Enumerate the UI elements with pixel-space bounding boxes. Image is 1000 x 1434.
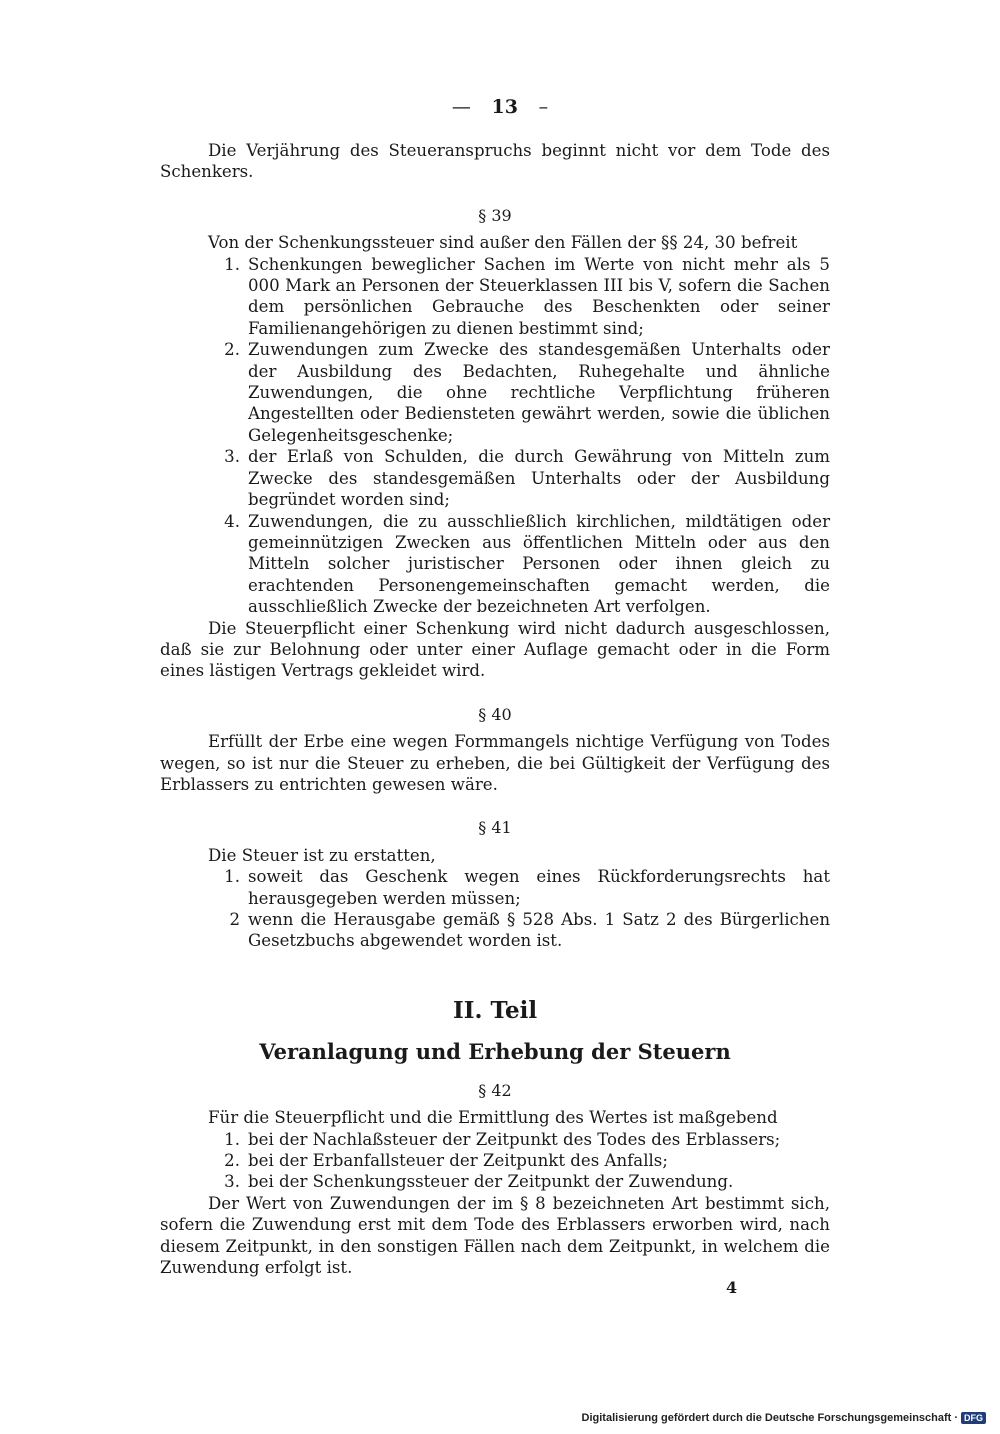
header-dash-left: — <box>451 96 471 118</box>
page-number: 13 <box>491 96 518 118</box>
section-39-list <box>160 254 830 618</box>
dfg-logo-icon: DFG <box>961 1412 986 1424</box>
list-item-text: Zuwendungen zum Zwecke des standesgemäßen Unterhalts oder der Ausbildung des Bedachten, Ruhegehalte und ähnliche Zuwendungen, die ohne rechtliche Verpflichtung früheren Angestellten oder Bediensteten gewährt werden, sowie die üblichen Gelegenheitsgeschenke; <box>248 340 830 445</box>
section-42-list <box>160 1129 830 1193</box>
list-item <box>160 254 830 340</box>
list-item-number: 1. <box>224 1129 240 1149</box>
page-header <box>0 96 1000 118</box>
continuation-paragraph: Die Verjährung des Steueranspruchs beginnt nicht vor dem Tode des Schenkers. <box>160 141 830 182</box>
part-title: II. Teil <box>452 996 538 1024</box>
list-item-number: 3. <box>224 1172 240 1192</box>
list-item-number: 4. <box>224 511 240 531</box>
list-item-number: 2. <box>224 1151 240 1171</box>
list-item-number: 2 <box>229 910 240 929</box>
list-item-text: wenn die Herausgabe gemäß § 528 Abs. 1 Satz 2 des Bürgerlichen Gesetzbuchs abgewendet worden ist. <box>248 910 830 951</box>
signature-mark: 4 <box>726 1278 738 1297</box>
list-item-number: 1. <box>224 254 240 274</box>
part-subtitle: Veranlagung und Erhebung der Steuern <box>259 1038 731 1064</box>
section-41-intro: Die Steuer ist zu erstatten, <box>208 845 436 865</box>
list-item <box>160 1129 830 1150</box>
list-item-text: bei der Schenkungssteuer der Zeitpunkt der Zuwendung. <box>248 1172 734 1192</box>
section-41-list <box>160 866 830 952</box>
footer-separator-icon: · <box>954 1412 958 1424</box>
list-item-text: bei der Nachlaßsteuer der Zeitpunkt des Todes des Erblassers; <box>248 1129 781 1149</box>
header-dash-right: – <box>538 96 549 118</box>
list-item <box>160 909 830 952</box>
section-40-text: Erfüllt der Erbe eine wegen Formmangels nichtige Verfügung von Todes wegen, so ist nur die Steuer zu erheben, die bei Gültigkeit der Verfügung des Erblassers zu entrichten gewesen wäre. <box>160 732 830 794</box>
section-39-intro: Von der Schenkungssteuer sind außer den Fällen der §§ 24, 30 befreit <box>208 233 798 253</box>
list-item-number: 2. <box>224 340 240 360</box>
list-item-number: 3. <box>224 447 240 467</box>
section-39-closing: Die Steuerpflicht einer Schenkung wird nicht dadurch ausgeschlossen, daß sie zur Belohnung oder unter einer Auflage gemacht oder in die Form eines lästigen Vertrags gekleidet wird. <box>160 618 830 681</box>
list-item <box>160 1150 830 1171</box>
section-heading-42: § 42 <box>478 1080 512 1100</box>
list-item-text: Zuwendungen, die zu ausschließlich kirchlichen, mildtätigen oder gemeinnützigen Zwecken aus öffentlichen Mitteln oder aus den Mitteln solcher juristischer Personen oder ihnen gleich zu erachtenden Personengemeinschaften gemacht werden, die ausschließlich Zwecke der bezeichneten Art verfolgen. <box>248 511 830 617</box>
section-heading-41: § 41 <box>478 818 512 838</box>
list-item-number: 1. <box>224 867 240 887</box>
list-item <box>160 339 830 446</box>
list-item-text: soweit das Geschenk wegen eines Rückforderungsrechts hat herausgegeben werden müssen; <box>248 867 830 908</box>
section-42-closing: Der Wert von Zuwendungen der im § 8 bezeichneten Art bestimmt sich, sofern die Zuwendung erst mit dem Tode des Erblassers erworben wird, nach diesem Zeitpunkt, in den sonstigen Fällen nach dem Zeitpunkt, in welchem die Zuwendung erfolgt ist. <box>160 1193 830 1278</box>
page-content <box>160 140 830 1278</box>
footer-text: Digitalisierung gefördert durch die Deutsche Forschungsgemeinschaft <box>581 1412 952 1424</box>
section-heading-40: § 40 <box>478 704 512 724</box>
list-item <box>160 866 830 909</box>
list-item-text: bei der Erbanfallsteuer der Zeitpunkt des Anfalls; <box>248 1151 668 1171</box>
list-item <box>160 511 830 618</box>
digitization-footer <box>582 1412 986 1424</box>
section-heading-39: § 39 <box>478 205 512 225</box>
list-item <box>160 446 830 510</box>
list-item-text: der Erlaß von Schulden, die durch Gewährung von Mitteln zum Zwecke des standesgemäßen Unterhalts oder der Ausbildung begründet worden sind; <box>248 447 830 510</box>
list-item <box>160 1171 830 1192</box>
list-item-text: Schenkungen beweglicher Sachen im Werte von nicht mehr als 5 000 Mark an Personen der Steuerklassen III bis V, sofern die Sachen dem persönlichen Gebrauche des Beschenkten oder seiner Familienangehörigen zu dienen bestimmt sind; <box>248 254 830 338</box>
section-42-intro: Für die Steuerpflicht und die Ermittlung des Wertes ist maßgebend <box>208 1108 778 1128</box>
